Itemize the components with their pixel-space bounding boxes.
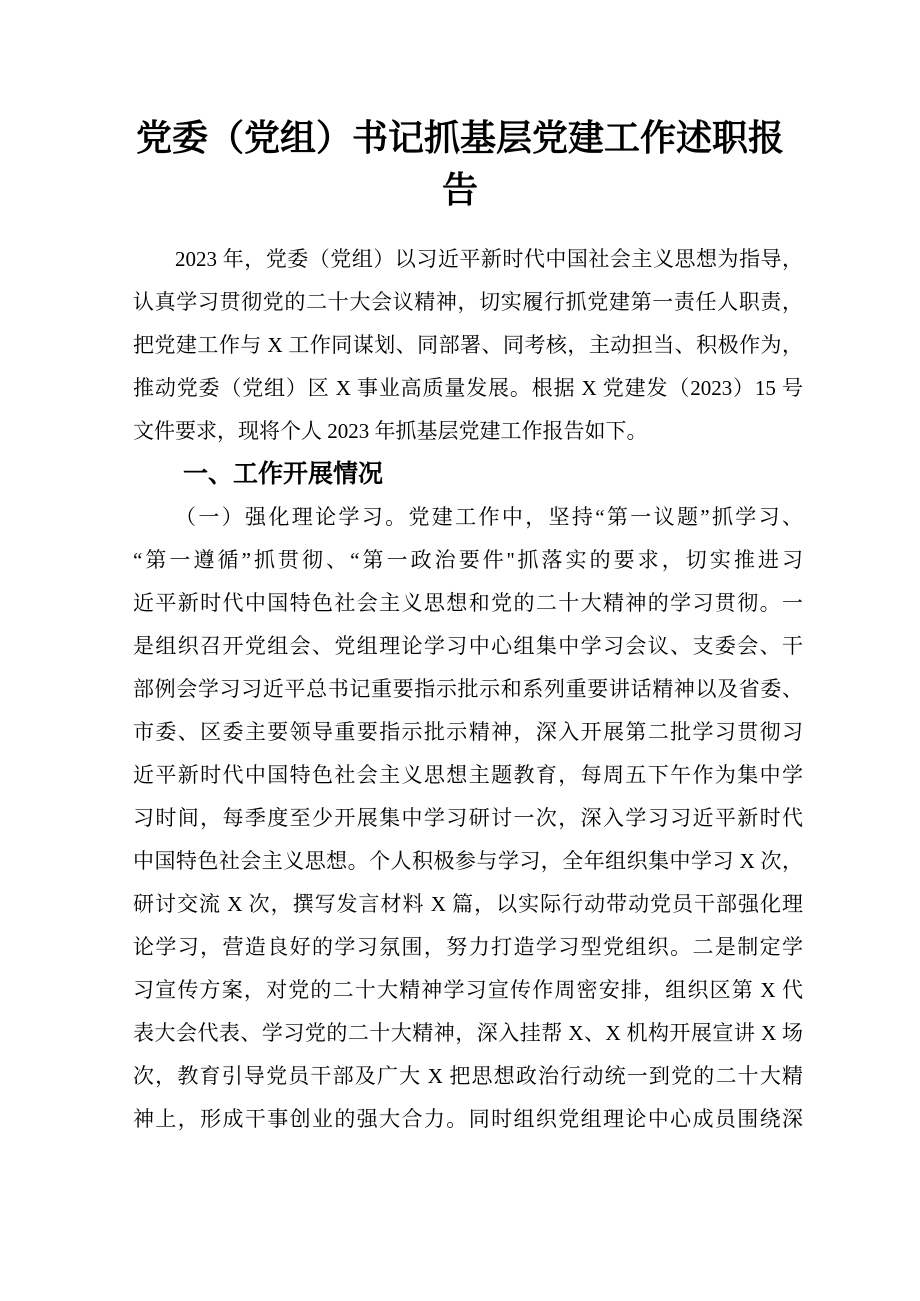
- text-line: 次，教育引导党员干部及广大 X 把思想政治行动统一到党的二十大精: [133, 1064, 803, 1088]
- text-line: 2023 年，党委（党组）以习近平新时代中国社会主义思想为指导，: [175, 247, 803, 271]
- text-line: “第一遵循”抓贯彻、“第一政治要件''抓落实的要求，切实推进习: [133, 548, 803, 572]
- text-line: 习宣传方案，对党的二十大精神学习宣传作周密安排，组织区第 X 代: [133, 978, 803, 1002]
- text-line: 习时间，每季度至少开展集中学习研讨一次，深入学习习近平新时代: [133, 806, 803, 830]
- document-body: [0, 238, 920, 1141]
- text-line: 神上，形成干事创业的强大合力。同时组织党组理论中心成员围绕深: [133, 1107, 803, 1131]
- text-line: 部例会学习习近平总书记重要指示批示和系列重要讲话精神以及省委、: [133, 677, 803, 701]
- text-line: 近平新时代中国特色社会主义思想和党的二十大精神的学习贯彻。一: [133, 591, 803, 615]
- text-line: 把党建工作与 X 工作同谋划、同部署、同考核，主动担当、积极作为，: [133, 333, 803, 357]
- text-line: 论学习，营造良好的学习氛围，努力打造学习型党组织。二是制定学: [133, 935, 803, 959]
- text-line: 认真学习贯彻党的二十大会议精神，切实履行抓党建第一责任人职责，: [133, 290, 803, 314]
- text-line: 推动党委（党组）区 X 事业高质量发展。根据 X 党建发（2023）15 号: [133, 376, 803, 400]
- text-line: 文件要求，现将个人 2023 年抓基层党建工作报告如下。: [133, 419, 648, 443]
- text-line: 市委、区委主要领导重要指示批示精神，深入开展第二批学习贯彻习: [133, 720, 803, 744]
- text-line: 研讨交流 X 次，撰写发言材料 X 篇，以实际行动带动党员干部强化理: [133, 892, 803, 916]
- document-title: 党委（党组）书记抓基层党建工作述职报告: [135, 117, 784, 210]
- text-line: （一）强化理论学习。党建工作中，坚持“第一议题”抓学习、: [175, 505, 803, 529]
- text-line: 是组织召开党组会、党组理论学习中心组集中学习会议、支委会、干: [133, 634, 803, 658]
- section-heading: 一、工作开展情况: [183, 460, 384, 488]
- text-line: 近平新时代中国特色社会主义思想主题教育，每周五下午作为集中学: [133, 763, 803, 787]
- text-line: 中国特色社会主义思想。个人积极参与学习，全年组织集中学习 X 次，: [133, 849, 803, 873]
- text-line: 表大会代表、学习党的二十大精神，深入挂帮 X、X 机构开展宣讲 X 场: [133, 1021, 803, 1045]
